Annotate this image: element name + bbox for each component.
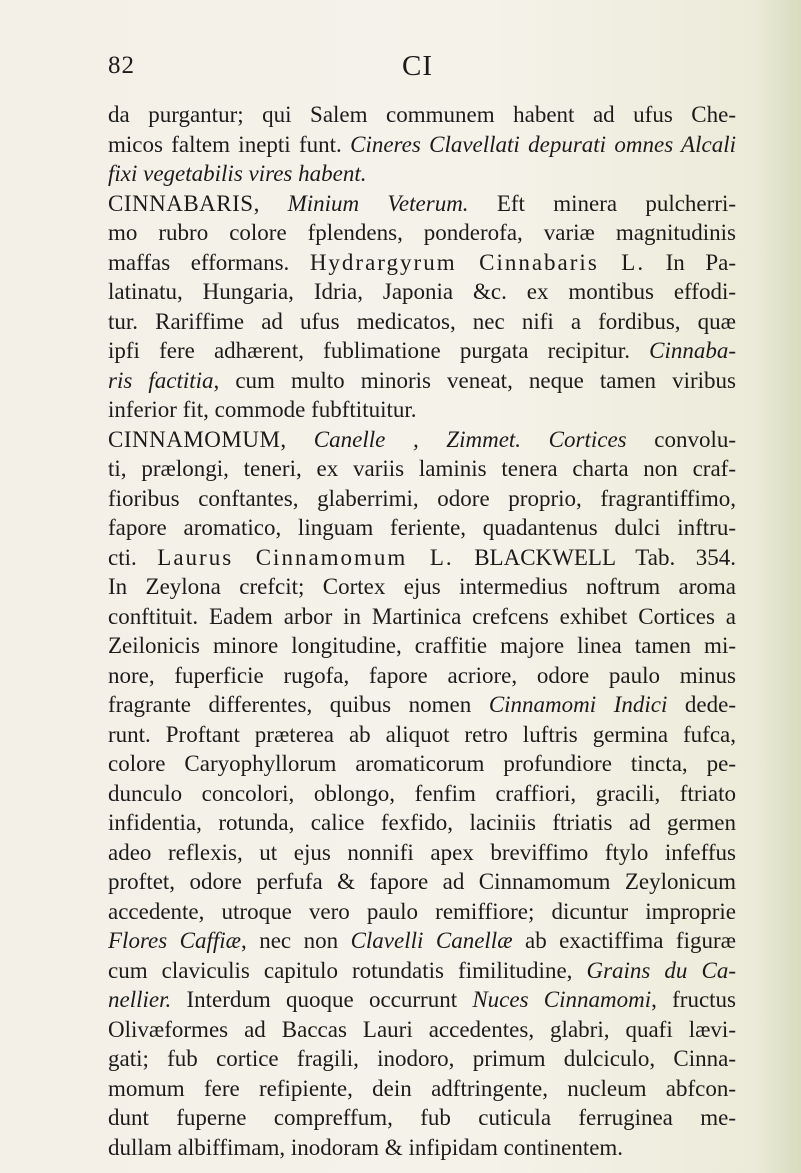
text-line [108, 1133, 736, 1163]
text-run: Eft minera pulcherri- [468, 190, 736, 216]
text-run: Laurus Cinnamomum L. [157, 544, 454, 570]
text-run: Cinnaba- [649, 338, 736, 363]
page-header [108, 52, 741, 92]
text-line [108, 661, 736, 691]
text-line [108, 130, 736, 160]
text-run: convolu- [626, 426, 736, 452]
text-run: Flores Caffiæ [108, 928, 242, 953]
text-run: Clavelli Canellæ [350, 928, 513, 953]
text-run: dunculo concolori, oblongo, fenfim craffiori, gracili, ftriato [108, 780, 736, 806]
text-line [108, 543, 736, 573]
text-line [108, 808, 736, 838]
text-line [108, 1044, 736, 1074]
text-run: ti, prælongi, teneri, ex variis laminis tenera charta non craf- [108, 456, 736, 481]
text-run: runt. Proftant præterea ab aliquot retro luftris germina fufca, [108, 721, 736, 747]
text-line [108, 631, 736, 661]
text-run: dunt fuperne compreffum, fub cuticula ferruginea me- [108, 1105, 736, 1130]
text-run: proftet, odore perfufa & fapore ad Cinnamomum Zeylonicum [108, 869, 736, 894]
text-run: fragrante differentes, quibus nomen [108, 692, 489, 717]
text-line [108, 572, 736, 602]
text-run: latinatu, Hungaria, Idria, Japonia &c. ex montibus effodi- [108, 279, 736, 304]
text-run: Zeilonicis minore longitudine, craffitie majore linea tamen mi- [108, 633, 736, 658]
text-run: momum fere refipiente, dein adftringente, nucleum abfcon- [108, 1075, 736, 1101]
text-run: accedente, utroque vero paulo remiffiore; dicuntur improprie [108, 898, 736, 924]
text-line [108, 985, 736, 1015]
text-run: In Zeylona crefcit; Cortex ejus intermedius noftrum aroma [108, 574, 736, 599]
text-line [108, 1103, 736, 1133]
text-run: CINNAMOMUM [108, 426, 281, 452]
text-line [108, 425, 736, 455]
text-run: micos faltem inepti funt. [108, 131, 351, 157]
text-run: , [280, 426, 314, 452]
text-line [108, 248, 736, 278]
text-line [108, 100, 736, 130]
text-run: , fructus [651, 987, 736, 1012]
text-run: Canelle , Zimmet. Cortices [313, 426, 627, 452]
text-run: mo rubro colore fplendens, ponderofa, variæ magnitudinis [108, 220, 736, 245]
text-run: In Pa- [645, 249, 736, 275]
text-line [108, 366, 736, 396]
text-line [108, 867, 736, 897]
text-line [108, 690, 736, 720]
text-run: Nuces Cinnamomi [472, 987, 652, 1012]
text-line [108, 897, 736, 927]
text-run: gati; fub cortice fragili, inodoro, primum dulciculo, Cinna- [108, 1046, 736, 1071]
text-run: Cinnamomi Indici [488, 692, 668, 717]
text-run: adeo reflexis, ut ejus nonnifi apex breviffimo ftylo infeffus [108, 839, 736, 865]
text-run: cum claviculis capitulo rotundatis fimilitudine, [108, 957, 587, 983]
text-run: BLACKWELL Tab. 354. [453, 544, 736, 570]
text-run: cti. [108, 544, 158, 570]
text-run: colore Caryophyllorum aromaticorum profundiore tincta, pe- [108, 751, 736, 776]
text-line [108, 395, 736, 425]
text-line [108, 307, 736, 337]
text-run: tur. Rariffime ad ufus medicatos, nec nifi a fordibus, quæ [108, 308, 736, 334]
text-run: nellier. [108, 987, 172, 1012]
text-run: , cum multo minoris veneat, neque tamen viribus [213, 367, 736, 393]
text-run: Grains du Ca- [586, 957, 736, 983]
text-run: conftituit. Eadem arbor in Martinica crefcens exhibet Cortices a [108, 603, 736, 629]
page-number: 82 [108, 52, 135, 79]
text-run: ris factitia [108, 367, 214, 393]
text-run: Olivæformes ad Baccas Lauri accedentes, glabri, quafi lævi- [108, 1016, 736, 1042]
text-run: Hydrargyrum Cinnabaris L. [309, 249, 646, 275]
text-line [108, 1015, 736, 1045]
text-line [108, 779, 736, 809]
text-line [108, 484, 736, 514]
text-run: maffas efformans. [108, 249, 310, 275]
text-line [108, 1074, 736, 1104]
text-line [108, 513, 736, 543]
text-line [108, 189, 736, 219]
text-run: ipfi fere adhærent, fublimatione purgata recipitur. [108, 338, 650, 363]
text-line [108, 926, 736, 956]
text-run: , [253, 190, 288, 216]
text-line [108, 720, 736, 750]
text-line [108, 602, 736, 632]
text-line [108, 218, 736, 248]
text-run: Cineres Clavellati depurati omnes Alcali [350, 131, 736, 157]
text-run: fixi vegetabilis vires habent. [108, 161, 367, 186]
text-line [108, 749, 736, 779]
text-run: fioribus conftantes, glaberrimi, odore proprio, fragrantiffimo, [108, 485, 736, 511]
text-run: da purgantur; qui Salem communem habent ad ufus Che- [108, 102, 736, 127]
text-run: dullam albiffimam, inodoram & infipidam continentem. [108, 1134, 624, 1160]
text-run: Minium Veterum. [287, 190, 469, 216]
text-line [108, 336, 736, 366]
text-run: infidentia, rotunda, calice fexfido, laciniis ftriatis ad germen [108, 810, 736, 835]
text-run: nore, fuperficie rugofa, fapore acriore, odore paulo minus [108, 662, 736, 688]
text-run: ab exactiffima figuræ [512, 928, 736, 953]
text-line [108, 159, 736, 189]
text-line [108, 838, 736, 868]
text-line [108, 454, 736, 484]
text-run: dede- [667, 692, 736, 717]
text-run: CINNABARIS [108, 190, 254, 216]
text-run: fapore aromatico, linguam feriente, quadantenus dulci inftru- [108, 515, 736, 540]
text-run: Interdum quoque occurrunt [171, 987, 473, 1012]
text-run: inferior fit, commode fubftituitur. [108, 397, 417, 422]
text-run: , nec non [241, 928, 351, 953]
text-line [108, 277, 736, 307]
text-line [108, 956, 736, 986]
running-head: CI [402, 50, 433, 82]
body-text [108, 100, 736, 1162]
